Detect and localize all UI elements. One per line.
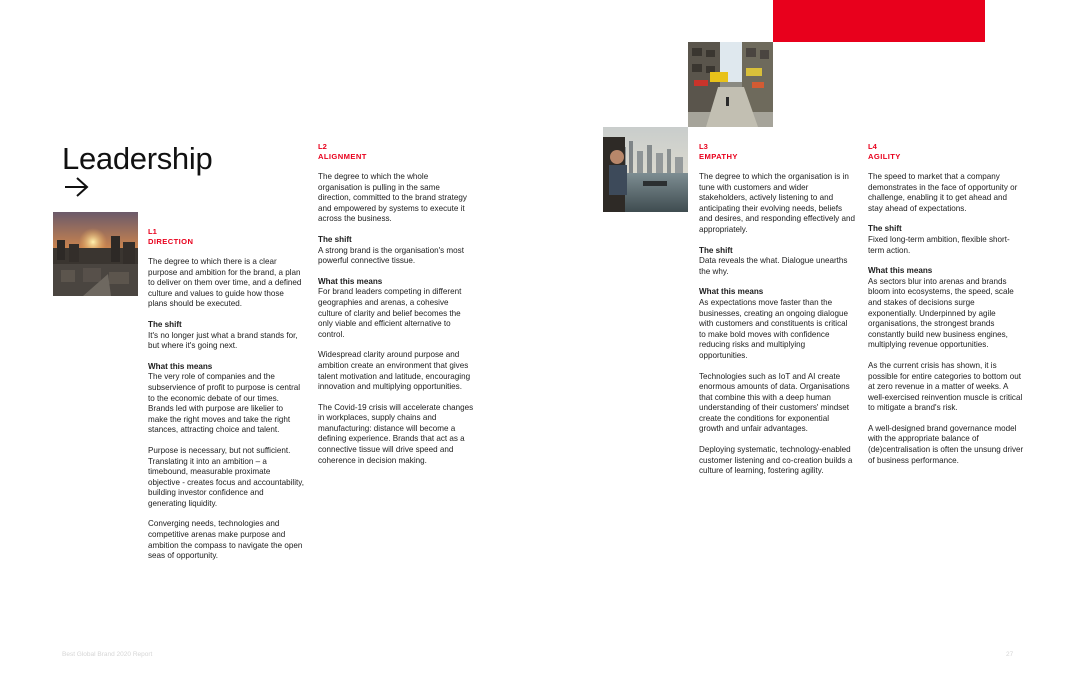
means-heading: What this means xyxy=(868,266,933,276)
shift-heading: The shift xyxy=(318,234,352,244)
shift-heading: The shift xyxy=(148,319,182,329)
column-intro: The degree to which the whole organisation is pulling in the same direction, committed to the brand strategy and empowered by systems to execute it across the business. xyxy=(318,172,467,224)
means-paragraph: For brand leaders competing in different geographies and arenas, a cohesive culture of clarity and belief becomes the only viable and efficient alternative to control. xyxy=(318,287,462,339)
footer-report-title: Best Global Brand 2020 Report xyxy=(62,651,153,658)
column-code: L3 xyxy=(699,142,708,151)
column-code: L1 xyxy=(148,227,157,236)
column-label: DIRECTION xyxy=(148,237,194,246)
column-intro: The degree to which the organisation is in tune with customers and wider stakeholders, actively listening to and anticipating their evolving needs, beliefs and desires, and responding effectively and appropriately. xyxy=(699,172,855,234)
column-intro: The degree to which there is a clear purpose and ambition for the brand, a plan to deliver on them over time, and a defined culture and values to guide how those plans should be executed. xyxy=(148,257,302,309)
column-label: ALIGNMENT xyxy=(318,152,367,161)
means-paragraph: A well-designed brand governance model with the appropriate balance of (de)centralisation is often the unsung driver of business performance. xyxy=(868,423,1024,465)
page-number: 27 xyxy=(1006,651,1014,658)
shift-text: Fixed long-term ambition, flexible short-term action. xyxy=(868,234,1010,255)
arrow-right-icon xyxy=(64,176,90,198)
means-paragraph: Widespread clarity around purpose and ambition create an environment that gives talent motivation and latitude, encouraging innovation and multiplying opportunities. xyxy=(318,350,471,392)
column-alignment xyxy=(318,142,474,466)
street-photo xyxy=(688,42,773,127)
shift-text: Data reveals the what. Dialogue unearths the why. xyxy=(699,256,848,276)
means-paragraph: The very role of companies and the subservience of profit to purpose is central to the economic debate of our times. Brands led with purpose are likelier to make the right moves and take the right stances, attracting choice and talent. xyxy=(148,372,301,435)
means-paragraph: As expectations move faster than the businesses, creating an ongoing dialogue with customers and constituents is critical to make bold moves with confidence reducing risks and multiplying opportunities. xyxy=(699,297,848,360)
column-label: EMPATHY xyxy=(699,152,738,161)
means-paragraph: As sectors blur into arenas and brands bloom into ecosystems, the speed, scale and stakes of decisions surge exponentially. Underpinned by agile organisations, the strongest brands constantly build new business engines, multiplying revenue opportunities. xyxy=(868,276,1014,350)
column-agility xyxy=(868,142,1024,466)
column-code: L2 xyxy=(318,142,327,151)
page-title: Leadership xyxy=(62,141,213,176)
means-paragraph: Deploying systematic, technology-enabled customer listening and co-creation builds a culture of learning, fostering agility. xyxy=(699,445,853,476)
means-heading: What this means xyxy=(699,287,764,297)
means-heading: What this means xyxy=(318,276,383,286)
means-heading: What this means xyxy=(148,361,213,371)
shift-heading: The shift xyxy=(699,245,733,255)
column-empathy xyxy=(699,142,855,477)
means-paragraph: As the current crisis has shown, it is possible for entire categories to bottom out at zero revenue in a matter of weeks. A well-exercised reinvention muscle is critical to mitigate a brand's risk. xyxy=(868,360,1023,413)
red-accent-block xyxy=(773,0,985,42)
means-paragraph: Technologies such as IoT and AI create enormous amounts of data. Organisations that combine this with a deep human understanding of their customers' mindset create the conditions for exponential growth and unfair advantages. xyxy=(699,371,850,434)
shift-heading: The shift xyxy=(868,224,902,234)
means-paragraph: The Covid-19 crisis will accelerate changes in workplaces, supply chains and manufacturing: distance will become a defining experience. Brands that act as a connective tissue will drive speed and coherence in decision making. xyxy=(318,402,474,465)
shift-text: It's no longer just what a brand stands for, but where it's going next. xyxy=(148,330,298,351)
means-paragraph: Purpose is necessary, but not sufficient. Translating it into an ambition – a timebound, measurable proximate objective - creates focus and accountability, building investor confidence and generating liquidity. xyxy=(148,445,304,508)
column-intro: The speed to market that a company demonstrates in the face of opportunity or challenge, enabling it to get ahead and stay ahead of expectations. xyxy=(868,172,1018,213)
harbour-person-photo xyxy=(603,127,688,212)
column-code: L4 xyxy=(868,142,877,151)
shift-text: A strong brand is the organisation's most powerful connective tissue. xyxy=(318,245,464,266)
column-label: AGILITY xyxy=(868,152,901,161)
means-paragraph: Converging needs, technologies and competitive arenas make purpose and ambition the compass to navigate the open seas of opportunity. xyxy=(148,519,303,561)
sunset-city-photo xyxy=(53,212,138,296)
column-direction xyxy=(148,227,304,562)
